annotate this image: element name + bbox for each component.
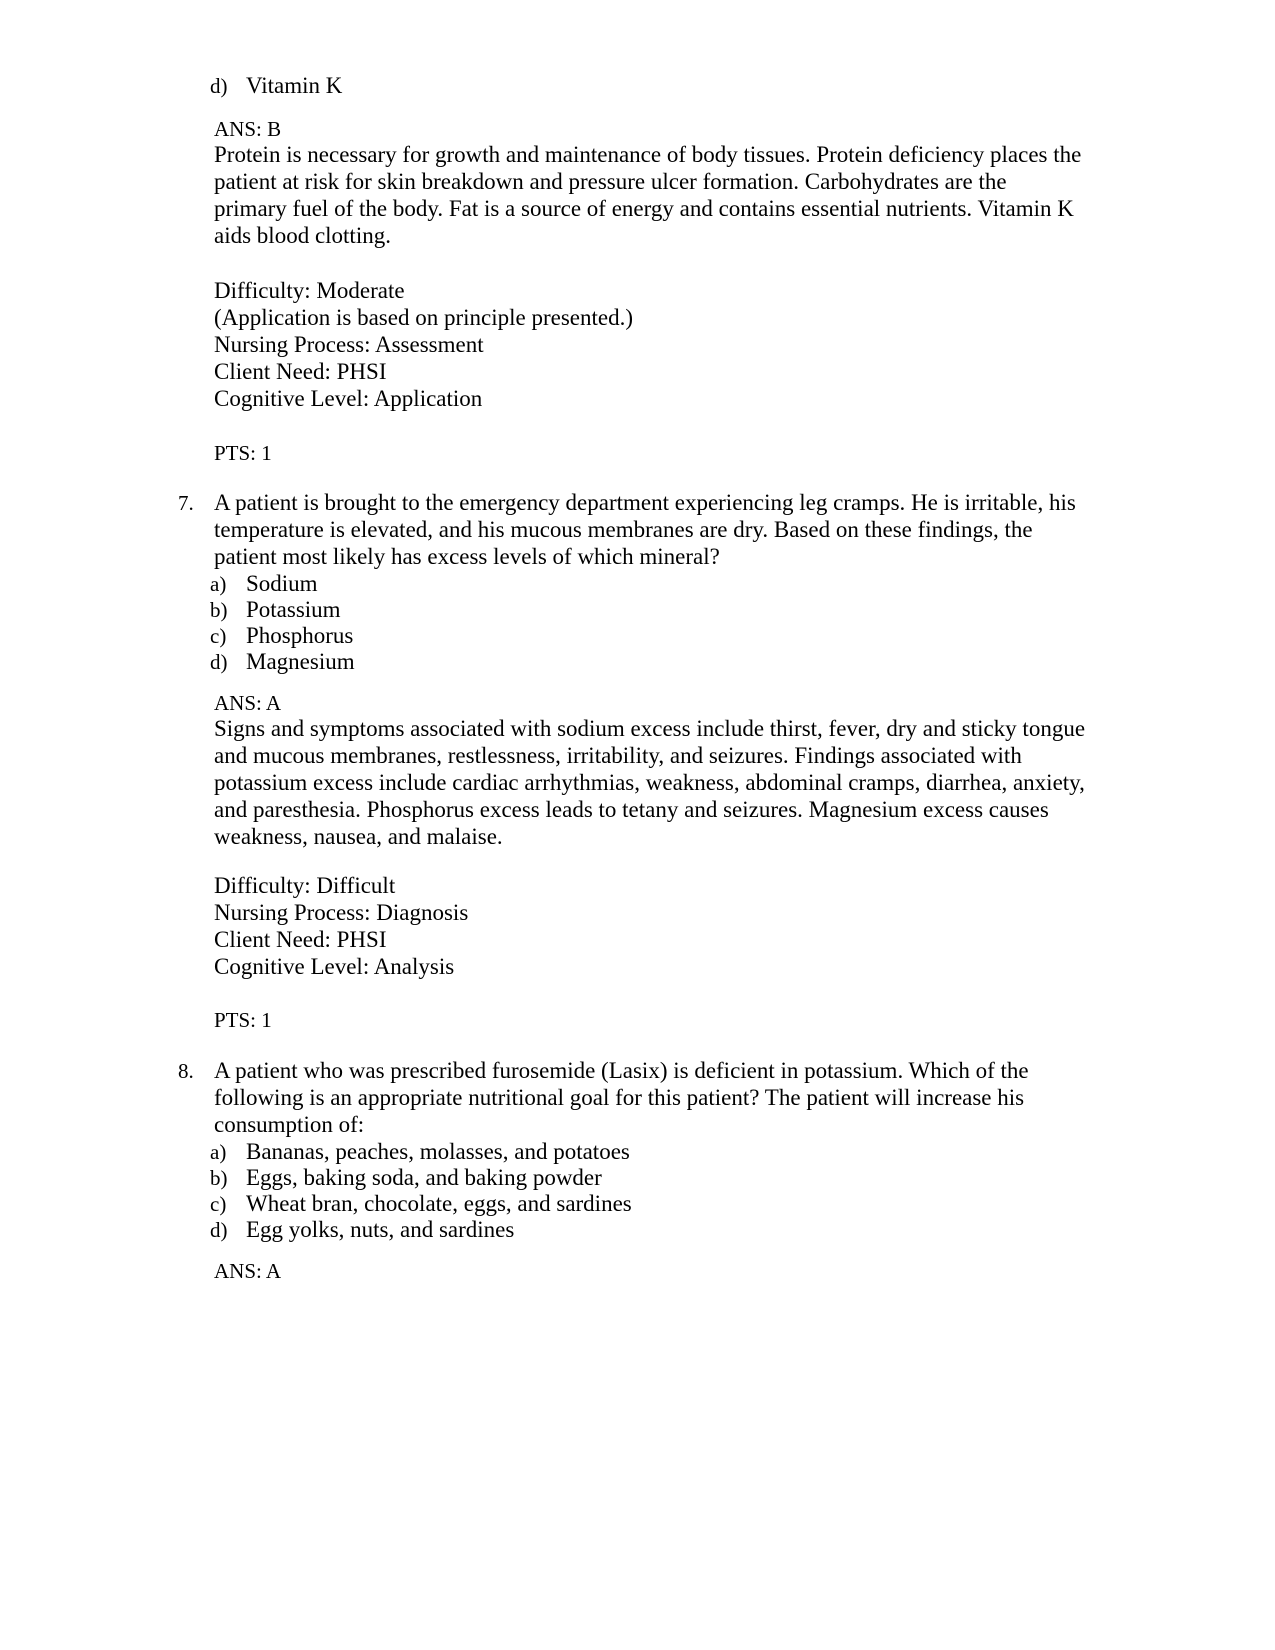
client-need: Client Need: PHSI [214,359,387,384]
cognitive-level: Cognitive Level: Analysis [214,954,455,979]
rationale-line: and mucous membranes, restlessness, irritability, and seizures. Findings associated with [214,743,1022,768]
option-text: Vitamin K [246,73,343,98]
stem-line: A patient is brought to the emergency department experiencing leg cramps. He is irritable, his [214,490,1076,515]
q6-answer: ANS: B [214,117,282,141]
stem-line: consumption of: [214,1112,365,1137]
nursing-process: Nursing Process: Assessment [214,332,484,357]
rationale-line: and paresthesia. Phosphorus excess leads to tetany and seizures. Magnesium excess causes [214,797,1049,822]
option-text: Eggs, baking soda, and baking powder [246,1165,602,1190]
stem-line: following is an appropriate nutritional goal for this patient? The patient will increase his [214,1085,1025,1110]
q8-option-c [210,1190,632,1218]
q7-option-d [210,648,355,676]
option-text: Potassium [246,597,341,622]
q8-option-b [210,1164,602,1192]
stem-line: temperature is elevated, and his mucous membranes are dry. Based on these findings, the [214,517,1033,542]
q8-answer: ANS: A [214,1259,282,1283]
difficulty: Difficulty: Difficult [214,873,396,898]
q7-metadata [214,872,1164,980]
q7-stem [214,489,1164,570]
q8-option-a [210,1138,630,1166]
option-letter: d) [210,74,228,98]
option-text: Bananas, peaches, molasses, and potatoes [246,1139,630,1164]
option-text: Magnesium [246,649,355,674]
option-letter: a) [210,572,227,596]
q7-points: PTS: 1 [214,1008,272,1032]
q7-rationale [214,715,1164,850]
option-text: Phosphorus [246,623,354,648]
option-letter: d) [210,650,228,674]
option-text: Egg yolks, nuts, and sardines [246,1217,515,1242]
stem-line: patient most likely has excess levels of which mineral? [214,544,720,569]
q7-option-a [210,570,318,598]
option-letter: d) [210,1218,228,1242]
option-text: Wheat bran, chocolate, eggs, and sardines [246,1191,632,1216]
rationale-line: Protein is necessary for growth and maintenance of body tissues. Protein deficiency places the [214,142,1082,167]
q6-points: PTS: 1 [214,441,272,465]
option-text: Sodium [246,571,318,596]
q7-answer: ANS: A [214,691,282,715]
rationale-line: primary fuel of the body. Fat is a source of energy and contains essential nutrients. Vitamin K [214,196,1074,221]
q7-option-c [210,622,353,650]
q6-option-d [210,72,342,100]
stem-line: A patient who was prescribed furosemide (Lasix) is deficient in potassium. Which of the [214,1058,1029,1083]
rationale-line: patient at risk for skin breakdown and pressure ulcer formation. Carbohydrates are the [214,169,1007,194]
rationale-line: potassium excess include cardiac arrhythmias, weakness, abdominal cramps, diarrhea, anxiety, [214,770,1085,795]
option-letter: b) [210,598,228,622]
difficulty: Difficulty: Moderate [214,278,405,303]
cognitive-level: Cognitive Level: Application [214,386,483,411]
q8-stem [214,1057,1164,1138]
option-letter: b) [210,1166,228,1190]
option-letter: c) [210,624,227,648]
rationale-line: weakness, nausea, and malaise. [214,824,503,849]
rationale-line: Signs and symptoms associated with sodium excess include thirst, fever, dry and sticky tongue [214,716,1086,741]
option-letter: a) [210,1140,227,1164]
option-letter: c) [210,1192,227,1216]
q6-rationale [214,141,1164,249]
rationale-line: aids blood clotting. [214,223,391,248]
q7-option-b [210,596,341,624]
q6-metadata [214,277,1164,412]
q8-number: 8. [178,1059,194,1083]
q7-number: 7. [178,491,194,515]
meta-note: (Application is based on principle presented.) [214,305,633,330]
nursing-process: Nursing Process: Diagnosis [214,900,469,925]
q8-option-d [210,1216,514,1244]
client-need: Client Need: PHSI [214,927,387,952]
